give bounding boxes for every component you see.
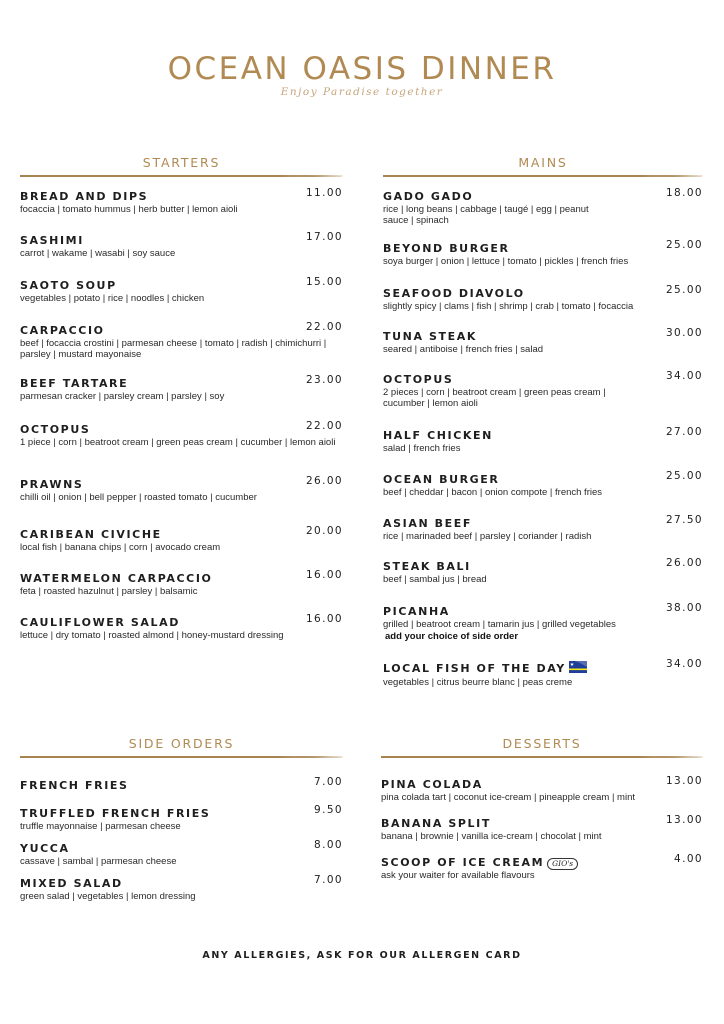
item-name: MIXED SALAD (20, 877, 123, 890)
menu-tagline: Enjoy Paradise together (280, 86, 444, 98)
item-name: OCTOPUS (383, 373, 454, 386)
desserts-section (381, 736, 703, 881)
item-name: CARIBEAN CIVICHE (20, 528, 162, 541)
item-name: GADO GADO (383, 190, 474, 203)
item-name: CAULIFLOWER SALAD (20, 616, 181, 629)
item-description: local fish | banana chips | corn | avocado cream (20, 542, 221, 553)
item-price: 16.00 (305, 569, 343, 581)
menu-item (20, 839, 343, 868)
item-price: 34.00 (665, 370, 703, 382)
item-description: rice | long beans | cabbage | taugé | egg | peanut sauce | spinach (383, 204, 589, 226)
item-description: beef | cheddar | bacon | onion compote | french fries (383, 487, 603, 498)
item-price: 15.00 (305, 276, 343, 288)
item-name: BREAD AND DIPS (20, 190, 149, 203)
curacao-flag-icon (569, 661, 587, 677)
menu-item (20, 276, 343, 305)
item-price: 8.00 (314, 839, 343, 851)
item-description: beef | focaccia crostini | parmesan cheese | tomato | radish | chimichurri | parsley | mustard mayonaise (20, 338, 327, 360)
desserts-heading: DESSERTS (502, 736, 582, 751)
item-price: 22.00 (305, 321, 343, 333)
item-name-text: SCOOP OF ICE CREAM (381, 856, 545, 869)
item-price: 34.00 (665, 658, 703, 670)
item-name: SEAFOOD DIAVOLO (383, 287, 525, 300)
allergen-notice: ANY ALLERGIES, ASK FOR OUR ALLERGEN CARD (202, 950, 522, 961)
item-name: HALF CHICKEN (383, 429, 493, 442)
item-price: 17.00 (305, 231, 343, 243)
menu-item (20, 321, 343, 360)
item-name: OCTOPUS (20, 423, 91, 436)
item-description: cassave | sambal | parmesan cheese (20, 856, 177, 867)
item-price: 26.00 (665, 557, 703, 569)
menu-item (20, 776, 343, 793)
menu-item (383, 470, 703, 499)
item-price: 20.00 (305, 525, 343, 537)
menu-item (20, 374, 343, 403)
item-name: TUNA STEAK (383, 330, 477, 343)
menu-item (381, 814, 703, 843)
item-price: 4.00 (674, 853, 703, 865)
menu-item (20, 569, 343, 598)
item-price: 7.00 (314, 776, 343, 788)
item-description: feta | roasted hazulnut | parsley | balsamic (20, 586, 198, 597)
menu-item (383, 239, 703, 268)
item-price: 23.00 (305, 374, 343, 386)
item-description: rice | marinaded beef | parsley | coriander | radish (383, 531, 592, 542)
item-description: ask your waiter for available flavours (381, 870, 535, 881)
item-description: 2 pieces | corn | beatroot cream | green peas cream | cucumber | lemon aioli (383, 387, 606, 409)
item-description: carrot | wakame | wasabi | soy sauce (20, 248, 176, 259)
mains-heading: MAINS (518, 155, 568, 170)
side-order-note: add your choice of side order (385, 630, 519, 642)
item-description: salad | french fries (383, 443, 461, 454)
item-name: BEYOND BURGER (383, 242, 510, 255)
menu-item (20, 804, 343, 833)
item-name-text: LOCAL FISH OF THE DAY (383, 662, 566, 675)
item-price: 26.00 (305, 475, 343, 487)
item-price: 25.00 (665, 239, 703, 251)
item-name: STEAK BALI (383, 560, 471, 573)
menu-item (20, 420, 343, 449)
item-description: vegetables | citrus beurre blanc | peas creme (383, 677, 573, 688)
section-divider (383, 175, 703, 177)
starters-heading: STARTERS (142, 155, 221, 170)
section-divider (20, 756, 343, 758)
starters-section (20, 155, 343, 641)
item-description: 1 piece | corn | beatroot cream | green peas cream | cucumber | lemon aioli (20, 437, 336, 448)
item-name: PICANHA (383, 605, 450, 618)
item-name: BANANA SPLIT (381, 817, 491, 830)
menu-item (383, 557, 703, 586)
item-price: 13.00 (665, 775, 703, 787)
menu-item (20, 525, 343, 554)
item-description: seared | antiboise | french fries | salad (383, 344, 544, 355)
menu-item (383, 327, 703, 356)
item-description: lettuce | dry tomato | roasted almond | honey-mustard dressing (20, 630, 284, 641)
menu-item (20, 613, 343, 642)
mains-section (383, 155, 703, 688)
item-description: truffle mayonnaise | parmesan cheese (20, 821, 181, 832)
item-description: pina colada tart | coconut ice-cream | pineapple cream | mint (381, 792, 635, 803)
item-price: 38.00 (665, 602, 703, 614)
side-orders-section (20, 736, 343, 902)
item-price: 30.00 (665, 327, 703, 339)
menu-item (383, 284, 703, 313)
item-name: OCEAN BURGER (383, 473, 500, 486)
menu-item (381, 775, 703, 804)
item-description: slightly spicy | clams | fish | shrimp | crab | tomato | focaccia (383, 301, 634, 312)
menu-item (20, 187, 343, 216)
menu-item (383, 602, 703, 643)
menu-item (20, 475, 343, 504)
item-price: 13.00 (665, 814, 703, 826)
item-name: CARPACCIO (20, 324, 105, 337)
item-price: 9.50 (314, 804, 343, 816)
menu-item (381, 853, 703, 882)
item-name: FRENCH FRIES (20, 779, 129, 792)
item-name: SAOTO SOUP (20, 279, 117, 292)
item-price: 25.00 (665, 470, 703, 482)
item-description: banana | brownie | vanilla ice-cream | chocolat | mint (381, 831, 602, 842)
menu-item (20, 231, 343, 260)
item-name (381, 856, 703, 870)
item-description: green salad | vegetables | lemon dressing (20, 891, 196, 902)
section-divider (20, 175, 343, 177)
item-description: focaccia | tomato hummus | herb butter | lemon aioli (20, 204, 238, 215)
item-price: 27.00 (665, 426, 703, 438)
menu-item (383, 514, 703, 543)
item-name: ASIAN BEEF (383, 517, 473, 530)
section-divider (381, 756, 703, 758)
item-price: 22.00 (305, 420, 343, 432)
item-description: beef | sambal jus | bread (383, 574, 487, 585)
item-price: 7.00 (314, 874, 343, 886)
item-description: parmesan cracker | parsley cream | parsley | soy (20, 391, 225, 402)
item-description: grilled | beatroot cream | tamarin jus | grilled vegetables (383, 619, 616, 630)
item-name (383, 661, 703, 677)
item-name: YUCCA (20, 842, 70, 855)
item-description: vegetables | potato | rice | noodles | chicken (20, 293, 205, 304)
item-description: soya burger | onion | lettuce | tomato | pickles | french fries (383, 256, 629, 267)
item-price: 18.00 (665, 187, 703, 199)
menu-item (383, 370, 703, 409)
menu-item (383, 658, 703, 689)
side-orders-heading: SIDE ORDERS (128, 736, 235, 751)
item-name: TRUFFLED FRENCH FRIES (20, 807, 211, 820)
item-price: 25.00 (665, 284, 703, 296)
item-name: PRAWNS (20, 478, 84, 491)
item-name: SASHIMI (20, 234, 84, 247)
item-description: chilli oil | onion | bell pepper | roasted tomato | cucumber (20, 492, 257, 503)
menu-item (383, 187, 703, 226)
item-name: PINA COLADA (381, 778, 483, 791)
item-name: BEEF TARTARE (20, 377, 129, 390)
item-price: 16.00 (305, 613, 343, 625)
menu-item (383, 426, 703, 455)
menu-item (20, 874, 343, 903)
item-price: 27.50 (665, 514, 703, 526)
item-name: WATERMELON CARPACCIO (20, 572, 213, 585)
item-price: 11.00 (305, 187, 343, 199)
gios-logo-badge: GIO's (547, 858, 578, 870)
menu-title: OCEAN OASIS DINNER (167, 51, 557, 87)
